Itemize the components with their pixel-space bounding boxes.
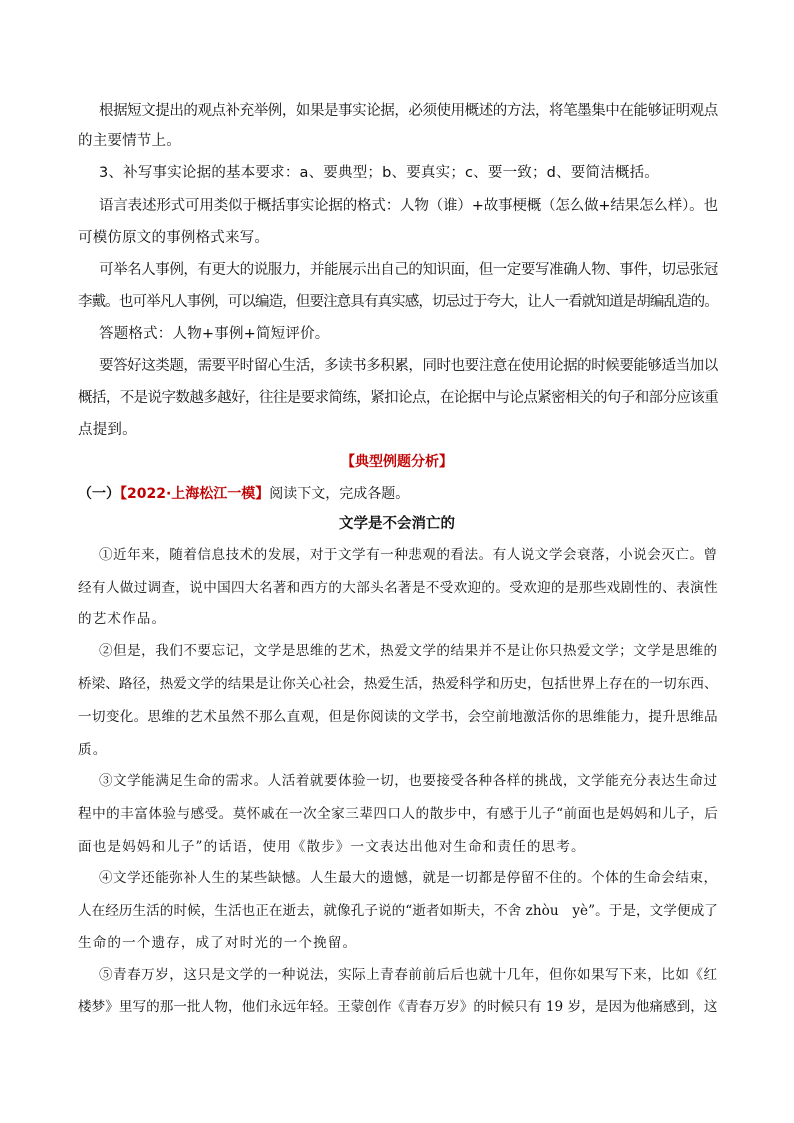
article-line: ③文学能满足生命的需求。人活着就要体验一切，也要接受各种各样的挑战，文学能充分表达生命过	[99, 773, 718, 789]
intro-line: 根据短文提出的观点补充举例，如果是事实论据，必须使用概述的方法，将笔墨集中在能够证明观点	[99, 103, 718, 119]
article-line: 质。	[78, 742, 108, 758]
article-line: 经有人做过调查，说中国四大名著和西方的大部头名著是不受欢迎的。受欢迎的是那些戏剧性的、表演性	[78, 580, 718, 596]
article-line: 桥梁、路径，热爱文学的结果是让你关心社会，热爱生活，热爱科学和历史，包括世界上存在的一切东西、	[78, 676, 718, 692]
intro-line: 概括，不是说字数越多越好，往往是要求简练，紧扣论点，在论据中与论点紧密相关的句子和部分应该重	[78, 390, 719, 406]
intro-line: 3、补写事实论据的基本要求：a、要典型；b、要真实；c、要一致；d、要简洁概括。	[99, 165, 659, 181]
intro-line: 可模仿原文的事例格式来写。	[78, 230, 270, 246]
intro-line: 点提到。	[78, 422, 137, 438]
section-heading: 【典型例题分析】	[341, 454, 453, 470]
intro-line: 的主要情节上。	[78, 133, 181, 149]
article-line: 楼梦》里写的那一批人物，他们永远年轻。王蒙创作《青春万岁》的时候只有 19 岁，是因为他痛感到，这	[78, 999, 718, 1015]
article-line: ②但是，我们不要忘记，文学是思维的艺术，热爱文学的结果并不是让你只热爱文学；文学是思维的	[99, 643, 718, 659]
article-line: 面也是妈妈和儿子”的话语，使用《散步》一文表达出他对生命和责任的思考。	[78, 839, 586, 855]
problem-number: （一）	[78, 486, 120, 502]
article-line: 的艺术作品。	[78, 611, 167, 627]
problem-line	[78, 484, 409, 504]
article-line: 人在经历生活的时候，生活也正在逝去，就像孔子说的“逝者如斯夫，不舍 zhòu yè”。于是，文学便成了	[78, 903, 718, 919]
problem-instruction: 阅读下文，完成各题。	[269, 486, 410, 502]
intro-line: 要答好这类题，需要平时留心生活，多读书多积累，同时也要注意在使用论据的时候要能够适当加以	[99, 358, 718, 374]
intro-line: 李戴。也可举凡人事例，可以编造，但要注意具有真实感，切忌过于夸大，让人一看就知道是胡编乱造的。	[78, 294, 718, 310]
problem-source: 【2022·上海松江一模】	[120, 486, 270, 502]
article-line: ⑤青春万岁，这只是文学的一种说法，实际上青春前前后后也就十几年，但你如果写下来，比如《红	[99, 967, 718, 983]
article-line: 程中的丰富体验与感受。莫怀戚在一次全家三辈四口人的散步中，有感于儿子“前面也是妈妈和儿子，后	[78, 806, 719, 822]
intro-line: 语言表述形式可用类似于概括事实论据的格式：人物（谁）+故事梗概（怎么做+结果怎么样）。也	[99, 198, 718, 214]
article-line: ①近年来，随着信息技术的发展，对于文学有一种悲观的看法。有人说文学会衰落，小说会灭亡。曾	[99, 547, 718, 563]
article-line: 生命的一个遗存，成了对时光的一个挽留。	[78, 935, 358, 951]
intro-line: 答题格式：人物+事例+简短评价。	[99, 326, 330, 342]
article-line: 一切变化。思维的艺术虽然不那么直观，但是你阅读的文学书，会空前地激活你的思维能力，提升思维品	[78, 709, 718, 725]
intro-line: 可举名人事例，有更大的说服力，并能展示出自己的知识面，但一定要写准确人物、事件，切忌张冠	[99, 262, 718, 278]
article-title: 文学是不会消亡的	[339, 516, 455, 532]
article-line: ④文学还能弥补人生的某些缺憾。人生最大的遗憾，就是一切都是停留不住的。个体的生命会结束，	[99, 870, 718, 886]
